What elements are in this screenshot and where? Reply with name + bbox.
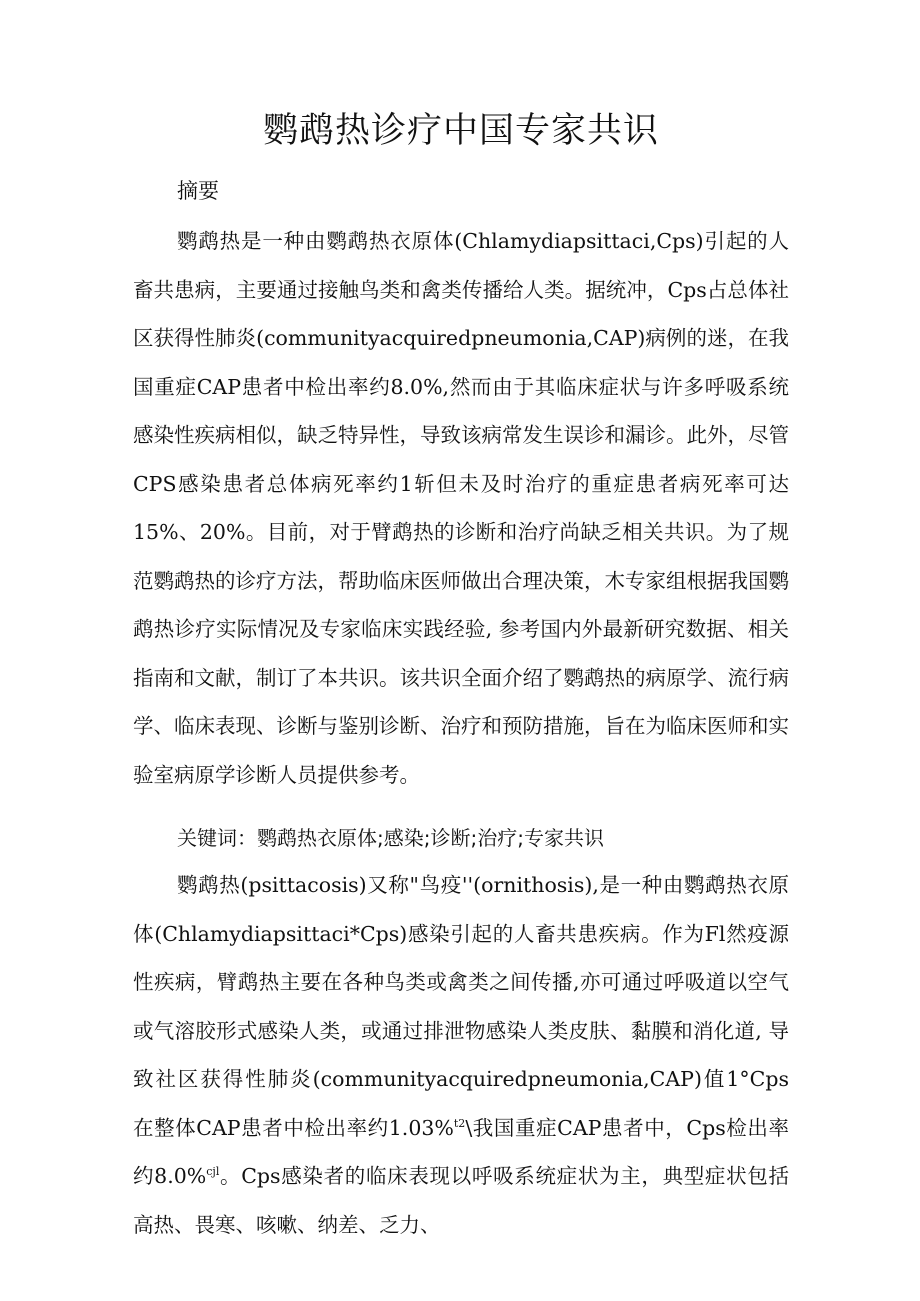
keywords-list: 鹦鹉热衣原体;感染;诊断;治疗;专家共识 [257,826,604,850]
body-text-part-1: 鹦鹉热(psittacosis)又称"鸟疫''(ornithosis),是一种由鹦鹉热衣原体(Chlamydiapsittaci*Cps)感染引起的人畜共患疾病。作为Fl然疫源性疾病，臂鹉热主要在各种鸟类或禽类之间传播,亦可通过呼吸道以空气或气溶胶形式感染人类，或通过排泄物感染人类皮肤、黏膜和消化道, 导致社区获得性肺炎(communityacquiredpneumonia,CAP)值1°Cps在整体CAP患者中检出率约1.03% [133,873,789,1140]
body-text-part-2: \我国重症CAP患者中，Cps检出率约8.0% [133,1115,789,1188]
keywords-label: 关键词： [177,826,257,850]
keywords-line [177,823,789,853]
body-text-part-3: 。Cps感染者的临床表现以呼吸系统症状为主，典型症状包括高热、畏寒、咳嗽、纳差、乏力、 [133,1164,789,1237]
body-paragraph [133,861,789,1249]
citation-ref-2: cjl [206,1165,220,1179]
citation-ref-1: t2 [453,1116,466,1130]
abstract-paragraph: 鹦鹉热是一种由鹦鹉热衣原体(Chlamydiapsittaci,Cps)引起的人畜共患病，主要通过接触鸟类和禽类传播给人类。据统冲，Cps占总体社区获得性肺炎(communityacquiredpneumonia,CAP)病例的迷，在我国重症CAP患者中检出率约8.0%,然而由于其临床症状与许多呼吸系统感染性疾病相似，缺乏特异性，导致该病常发生误诊和漏诊。此外，尽管CPS感染患者总体病死率约1斩但未及时治疗的重症患者病死率可达15%、20%。目前，对于臂鹉热的诊断和治疗尚缺乏相关共识。为了规范鹦鹉热的诊疗方法，帮助临床医师做出合理决策，木专家组根据我国鹦鹉热诊疗实际情况及专家临床实践经验, 参考国内外最新研究数据、相关指南和文献，制订了本共识。该共识全面介绍了鹦鹉热的病原学、流行病学、临床表现、诊断与鉴别诊断、治疗和预防措施，旨在为临床医师和实验室病原学诊断人员提供参考。 [133,229,789,787]
document-title: 鹦鹉热诊疗中国专家共识 [262,111,659,151]
abstract-heading: 摘要 [177,179,219,203]
